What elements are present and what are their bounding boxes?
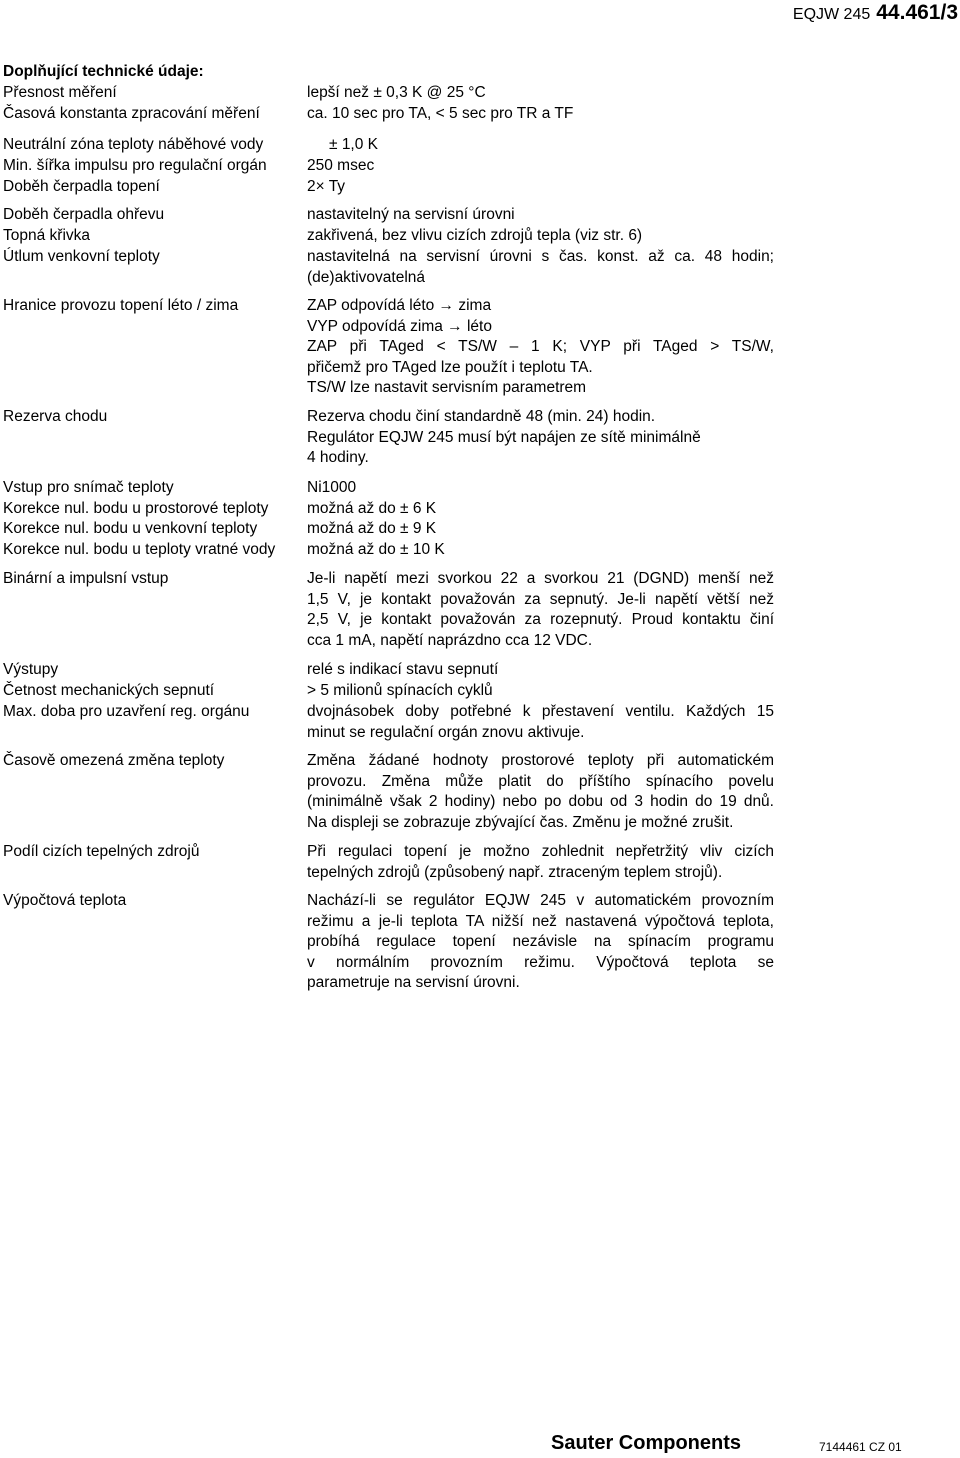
spec-label: Podíl cizích tepelných zdrojů: [3, 843, 200, 860]
value-line: VYP odpovídá zima → léto: [307, 317, 492, 335]
spec-value: [307, 891, 774, 994]
spec-value: relé s indikací stavu sepnutí: [307, 661, 499, 678]
value-line: přičemž pro TAged lze použít i teplotu TA.: [307, 358, 593, 376]
page-header: [793, 2, 958, 26]
value-line: Je-li napětí mezi svorkou 22 a svorkou 21 (DGND) menší než: [307, 570, 774, 587]
value-line: minut se regulační orgán znovu aktivuje.: [307, 723, 585, 741]
spec-value: ± 1,0 K: [329, 136, 379, 153]
value-line: TS/W lze nastavit servisním parametrem: [307, 379, 587, 396]
value-line: Změna žádané hodnoty prostorové teploty při automatickém: [307, 752, 774, 769]
value-line: Rezerva chodu činí standardně 48 (min. 24) hodin.: [307, 408, 656, 425]
spec-label: Doběh čerpadla topení: [3, 178, 160, 195]
spec-value: [307, 842, 774, 883]
value-line: nastavitelná na servisní úrovni s čas. konst. až ca. 48 hodin;: [307, 248, 774, 265]
value-line: režimu a je-li teplota TA nižší než nastavená výpočtová teplota,: [307, 912, 774, 930]
footer-document-code: 7144461 CZ 01: [819, 1440, 902, 1454]
spec-label: Výpočtová teplota: [3, 892, 127, 909]
spec-value: [307, 247, 774, 288]
spec-value: ca. 10 sec pro TA, < 5 sec pro TR a TF: [307, 105, 574, 122]
spec-value: [307, 751, 774, 833]
section-title: Doplňující technické údaje:: [3, 63, 204, 80]
spec-label: Doběh čerpadla ohřevu: [3, 206, 165, 223]
value-line: (de)aktivovatelná: [307, 268, 426, 286]
spec-value: > 5 milionů spínacích cyklů: [307, 682, 493, 699]
spec-value: možná až do ± 10 K: [307, 541, 445, 558]
spec-value: [307, 407, 774, 469]
spec-value: nastavitelný na servisní úrovni: [307, 206, 515, 223]
spec-value: 2× Ty: [307, 178, 346, 195]
value-line: Při regulaci topení je možno zohlednit nepřetržitý vliv cizích: [307, 843, 774, 860]
spec-label: Korekce nul. bodu u venkovní teploty: [3, 520, 258, 537]
spec-label: Četnost mechanických sepnutí: [3, 682, 215, 699]
value-line: 4 hodiny.: [307, 449, 369, 466]
spec-value: možná až do ± 9 K: [307, 520, 437, 537]
footer-brand: Sauter Components: [551, 1432, 742, 1454]
spec-label: Korekce nul. bodu u teploty vratné vody: [3, 541, 276, 558]
spec-value: [307, 569, 774, 651]
spec-value: 250 msec: [307, 157, 375, 174]
spec-value: lepší než ± 0,3 K @ 25 °C: [307, 84, 486, 101]
value-line: cca 1 mA, napětí naprázdno cca 12 VDC.: [307, 631, 593, 649]
value-line: tepelných zdrojů (způsobený např. ztraceným teplem strojů).: [307, 863, 723, 881]
spec-label: Rezerva chodu: [3, 408, 108, 425]
value-line: ZAP při TAged < TS/W – 1 K; VYP při TAged > TS/W,: [307, 338, 774, 355]
value-line: parametruje na servisní úrovni.: [307, 974, 520, 991]
value-line: provozu. Změna může platit do příštího spínacího povelu: [307, 772, 774, 790]
value-line: Na displeji se zobrazuje zbývající čas. Změnu je možné zrušit.: [307, 813, 734, 831]
value-line: (minimálně však 2 hodiny) nebo po dobu od 3 hodin do 19 dnů.: [307, 793, 774, 810]
spec-label: Binární a impulsní vstup: [3, 570, 169, 587]
document-number: 44.461/3: [876, 1, 958, 24]
value-line: 2,5 V, je kontakt považován za rozepnutý. Proud kontaktu činí: [307, 611, 774, 628]
spec-label: Časově omezená změna teploty: [3, 752, 225, 769]
value-line: dvojnásobek doby potřebné k přestavení ventilu. Každých 15: [307, 703, 774, 720]
spec-label: Časová konstanta zpracování měření: [3, 105, 260, 122]
spec-label: Přesnost měření: [3, 84, 117, 101]
value-line: ZAP odpovídá léto → zima: [307, 297, 492, 314]
value-line: probíhá regulace topení nezávisle na spínacím programu: [307, 933, 774, 950]
spec-value: Ni1000: [307, 479, 357, 496]
spec-label: Max. doba pro uzavření reg. orgánu: [3, 703, 250, 720]
spec-label: Neutrální zóna teploty náběhové vody: [3, 136, 264, 153]
spec-value: [307, 296, 774, 399]
value-line: Nachází-li se regulátor EQJW 245 v automatickém provozním: [307, 892, 774, 909]
spec-value: zakřivená, bez vlivu cizích zdrojů tepla (viz str. 6): [307, 227, 643, 244]
spec-label: Min. šířka impulsu pro regulační orgán: [3, 157, 267, 174]
value-line: v normálním provozním režimu. Výpočtová teplota se: [307, 953, 774, 971]
product-name: EQJW 245: [792, 6, 871, 23]
spec-label: Topná křivka: [3, 227, 91, 244]
spec-label: Útlum venkovní teploty: [3, 248, 160, 265]
spec-label: Vstup pro snímač teploty: [3, 479, 174, 496]
spec-label: Korekce nul. bodu u prostorové teploty: [3, 500, 269, 517]
spec-value: možná až do ± 6 K: [307, 500, 437, 517]
spec-label: Hranice provozu topení léto / zima: [3, 297, 239, 314]
value-line: Regulátor EQJW 245 musí být napájen ze sítě minimálně: [307, 428, 701, 446]
spec-label: Výstupy: [3, 661, 59, 678]
value-line: 1,5 V, je kontakt považován za sepnutý. Je-li napětí větší než: [307, 590, 774, 608]
spec-value: [307, 702, 774, 743]
